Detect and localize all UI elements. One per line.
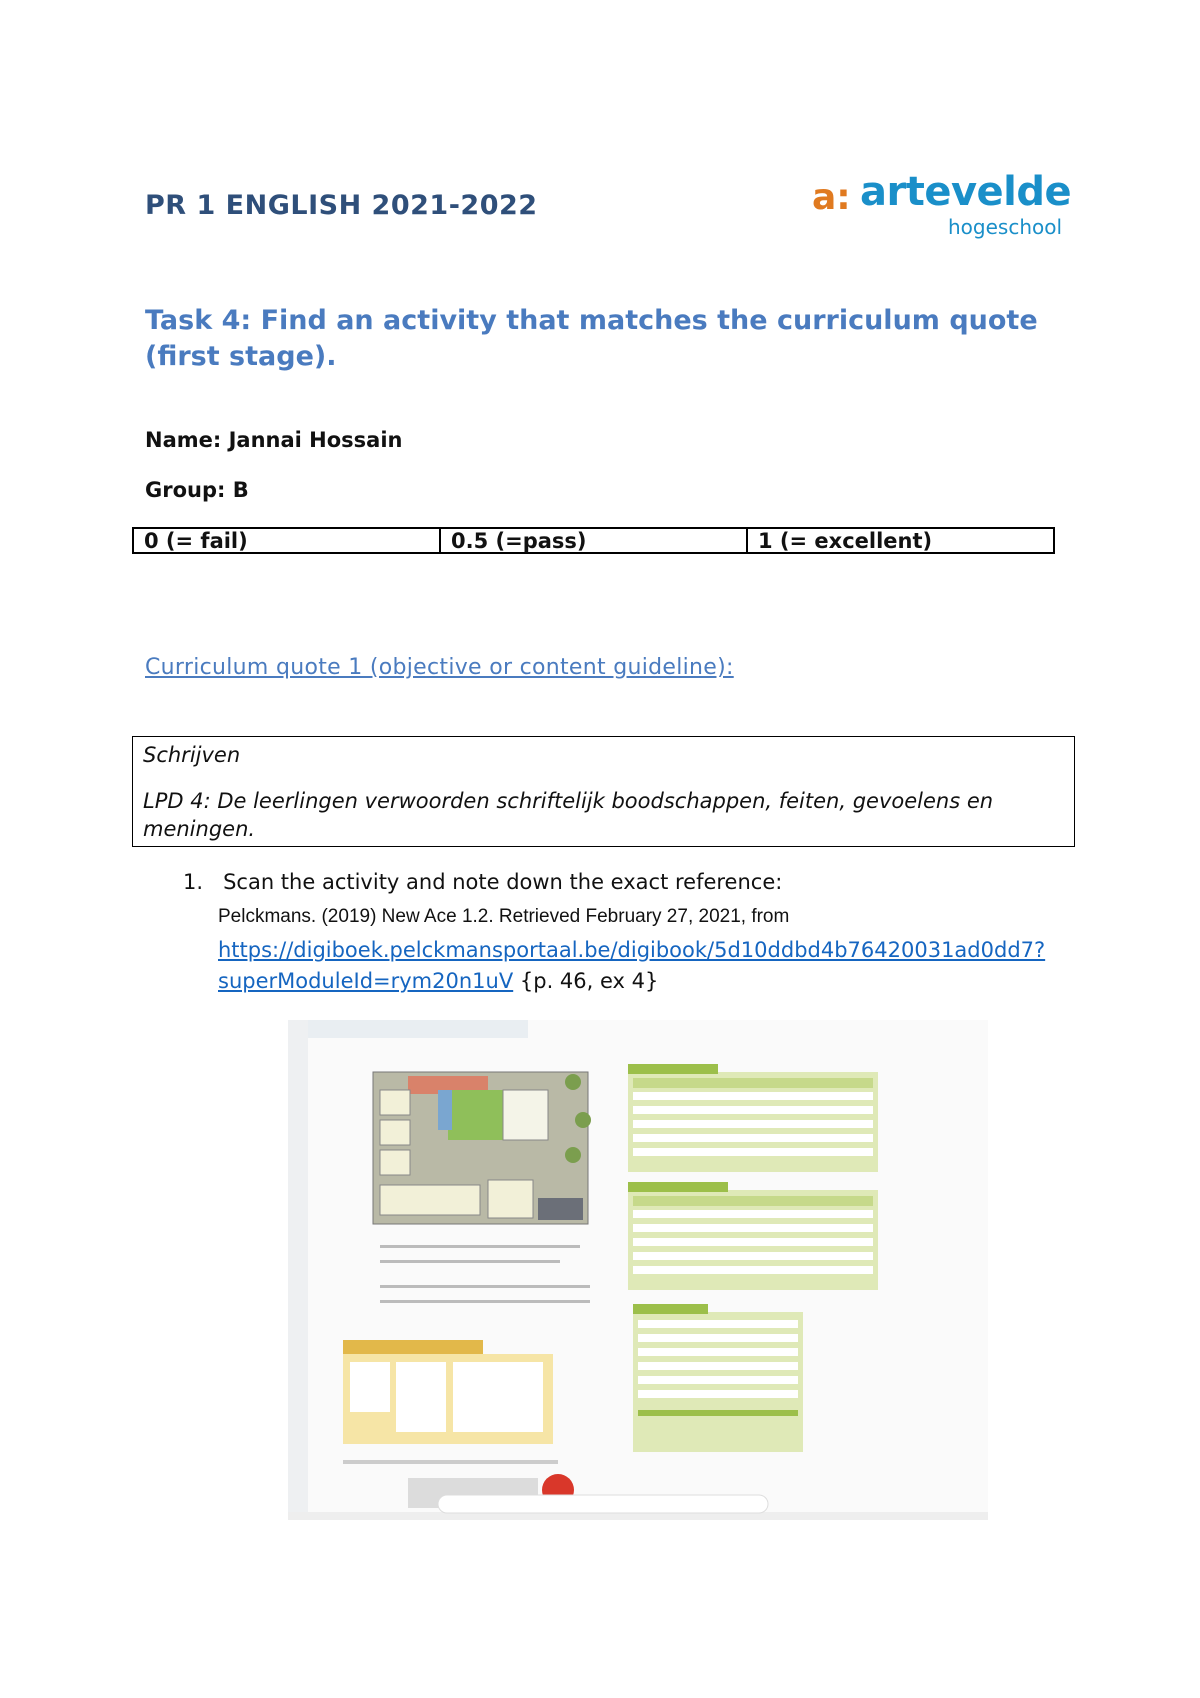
course-title: PR 1 ENGLISH 2021-2022 — [145, 190, 538, 221]
quote-heading: Schrijven — [143, 743, 241, 767]
activity-scan-image — [288, 1020, 988, 1520]
curriculum-quote-box — [132, 736, 1075, 847]
logo-mark: a: — [812, 177, 851, 218]
reference-page: {p. 46, ex 4} — [513, 969, 659, 993]
reference-link-line — [218, 935, 1078, 997]
step-number: 1. — [183, 870, 204, 894]
student-name: Name: Jannai Hossain — [145, 428, 403, 452]
task-title: Task 4: Find an activity that matches the curriculum quote (first stage). — [145, 305, 1038, 372]
quote-text: LPD 4: De leerlingen verwoorden schriftelijk boodschappen, feiten, gevoelens en meningen. — [143, 789, 994, 841]
logo-word: artevelde — [860, 169, 1072, 215]
grade-pass: 0.5 (=pass) — [439, 529, 746, 552]
step-text: Scan the activity and note down the exact reference: — [223, 870, 783, 894]
reference-text: Pelckmans. (2019) New Ace 1.2. Retrieved February 27, 2021, from — [218, 906, 790, 927]
step-1 — [183, 870, 782, 894]
grade-fail: 0 (= fail) — [144, 529, 248, 553]
grade-excellent: 1 (= excellent) — [746, 529, 1053, 552]
grading-table — [132, 527, 1055, 554]
reference-link[interactable]: https://digiboek.pelckmansportaal.be/digibook/5d10ddbd4b76420031ad0dd7?superModuleId=rym20n1uV — [218, 938, 1046, 993]
artevelde-logo — [800, 165, 1085, 255]
student-group: Group: B — [145, 478, 249, 502]
logo-sub: hogeschool — [948, 215, 1063, 239]
curriculum-quote-title: Curriculum quote 1 (objective or content guideline): — [145, 655, 734, 680]
